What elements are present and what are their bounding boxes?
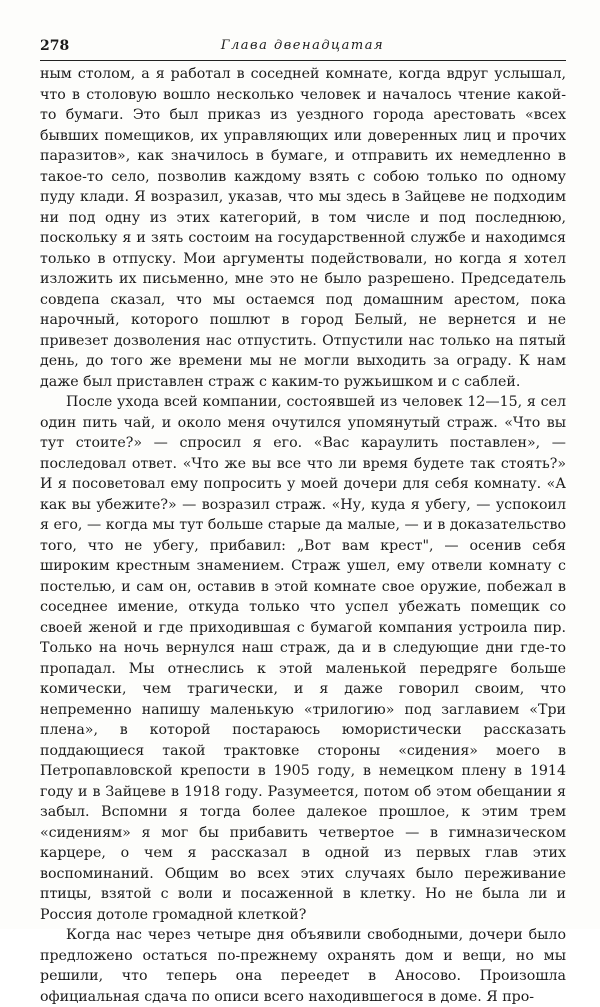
chapter-title: Глава двенадцатая: [220, 38, 385, 53]
paragraph-continued: ным столом, а я работал в соседней комнате, когда вдруг услышал, что в столовую вошло несколько человек и началось чтение какой-то бумаги. Это был приказ из уездного города арестовать «всех бывших помещиков, их управляющих или доверенных лиц и прочих паразитов», как значилось в бумаге, и отправить их немедленно в такое-то село, позволив каждому взять с собою только по одному пуду клади. Я возразил, указав, что мы здесь в Зайцеве не подходим ни под одну из этих категорий, в том числе и под последнюю, поскольку я и зять состоим на государственной службе и находимся только в отпуску. Мои аргументы подействовали, но когда я хотел изложить их письменно, мне это не было разрешено. Председатель совдепа сказал, что мы остаемся под домашним арестом, пока нарочный, которого пошлют в город Белый, не вернется и не привезет дозволения нас отпустить. Отпустили нас только на пятый день, до того же времени мы не могли выходить за ограду. К нам даже был приставлен страж с каким-то ружьишком и с саблей.: [40, 66, 566, 390]
header-rule: [40, 60, 566, 61]
paragraph: После ухода всей компании, состоявшей из человек 12—15, я сел один пить чай, и около меня очутился упомянутый страж. «Что вы тут стоите?» — спросил я его. «Вас караулить поставлен», — последовал ответ. «Что же вы все что ли время будете так стоять?» И я посоветовал ему попросить у моей дочери для себя комнату. «А как вы убежите?» — возразил страж. «Ну, куда я убегу, — успокоил я его, — когда мы тут больше старые да малые, — и в доказательство того, что не убегу, прибавил: „Вот вам крест", — осенив себя широким крестным знамением. Страж ушел, ему отвели комнату с постелью, и сам он, оставив в этой комнате свое оружие, побежал в соседнее имение, откуда только что успел убежать помещик со своей женой и где приходившая с бумагой компания устроила пир. Только на ночь вернулся наш страж, да и в следующие дни где-то пропадал. Мы отнеслись к этой маленькой передряге больше комически, чем трагически, и я даже говорил своим, что непременно напишу маленькую «трилогию» под заглавием «Три плена», в которой постараюсь юмористически рассказать поддающиеся такой трактовке стороны «сидения» моего в Петропавловской крепости в 1905 году, в немецком плену в 1914 году и в Зайцеве в 1918 году. Разумеется, потом об этом обещании я забыл. Вспомни я тогда более далекое прошлое, к этим трем «сидениям» я мог бы прибавить четвертое — в гимназическом карцере, о чем я рассказал в одной из первых глав этих воспоминаний. Общим во всех этих случаях было переживание птицы, взятой с воли и посаженной в клетку. Но не была ли и Россия дотоле громадной клеткой?: [40, 394, 566, 923]
page-number: 278: [40, 38, 70, 54]
running-head: [40, 38, 565, 58]
body-text: [40, 64, 566, 1007]
paragraph: Когда нас через четыре дня объявили свободными, дочери было предложено остаться по-прежнему охранять дом и вещи, но мы решили, что теперь она переедет в Аносово. Произошла официальная сдача по описи всего находившегося в доме. Я про-: [40, 927, 566, 1005]
